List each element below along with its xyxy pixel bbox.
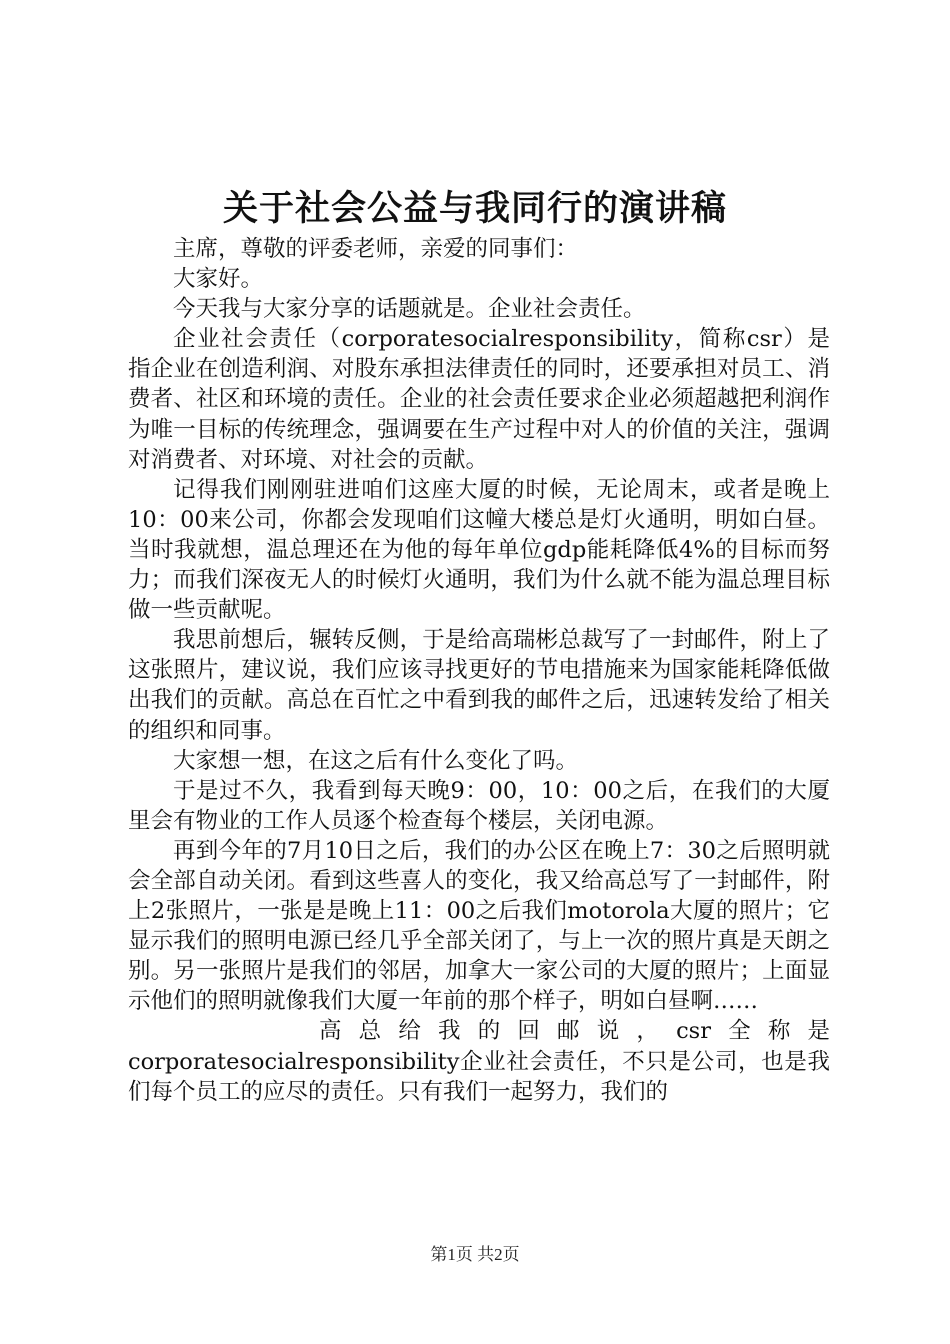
paragraph-question: 大家想一想，在这之后有什么变化了吗。: [173, 747, 579, 774]
paragraph-building-lights: 记得我们刚刚驻进咱们这座大厦的时候，无论周末，或者是晚上10：00来公司，你都会发现咱们这幢大楼总是灯火通明，明如白昼。当时我就想，温总理还在为他的每年单位gdp能耗降低4%的目标而努力；而我们深夜无人的时候灯火通明，我们为什么就不能为温总理目标做一些贡献呢。: [128, 476, 830, 624]
paragraph-topic: 今天我与大家分享的话题就是。企业社会责任。: [173, 296, 646, 323]
paragraph-email-suggestion: 我思前想后，辗转反侧，于是给高瑞彬总裁写了一封邮件，附上了这张照片，建议说，我们应该寻找更好的节电措施来为国家能耗降低做出我们的贡献。高总在百忙之中看到我的邮件之后，迅速转发给了相关的组织和同事。: [128, 627, 830, 744]
paragraph-csr-definition: 企业社会责任（corporatesocialresponsibility，简称csr）是指企业在创造利润、对股东承担法律责任的同时，还要承担对员工、消费者、社区和环境的责任。企业的社会责任要求企业必须超越把利润作为唯一目标的传统理念，强调要在生产过程中对人的价值的关注，强调对消费者、对环境、对社会的贡献。: [128, 326, 830, 473]
document-title: 关于社会公益与我同行的演讲稿: [222, 188, 727, 229]
paragraph-inspection: 于是过不久，我看到每天晚9：00，10：00之后，在我们的大厦里会有物业的工作人员逐个检查每个楼层，关闭电源。: [128, 777, 830, 834]
paragraph-salutation: 主席，尊敬的评委老师，亲爱的同事们：: [173, 236, 579, 262]
paragraph-greeting: 大家好。: [173, 266, 264, 293]
page-number-footer: 第1页 共2页: [430, 1245, 520, 1264]
paragraph-auto-off: 再到今年的7月10日之后，我们的办公区在晚上7：30之后照明就会全部自动关闭。看到这些喜人的变化，我又给高总写了一封邮件，附上2张照片，一张是是晚上11：00之后我们motorola大厦的照片；它显示我们的照明电源已经几乎全部关闭了，与上一次的照片真是天朗之别。另一张照片是我们的邻居，加拿大一家公司的大厦的照片；上面显示他们的照明就像我们大厦一年前的那个样子，明如白昼啊……: [128, 837, 830, 1015]
document-body: [128, 234, 830, 1107]
paragraph-reply: 高总给我的回邮说，csr全称是corporatesocialresponsibility企业社会责任，不只是公司，也是我们每个员工的应尽的责任。只有我们一起努力，我们的: [128, 1018, 831, 1105]
